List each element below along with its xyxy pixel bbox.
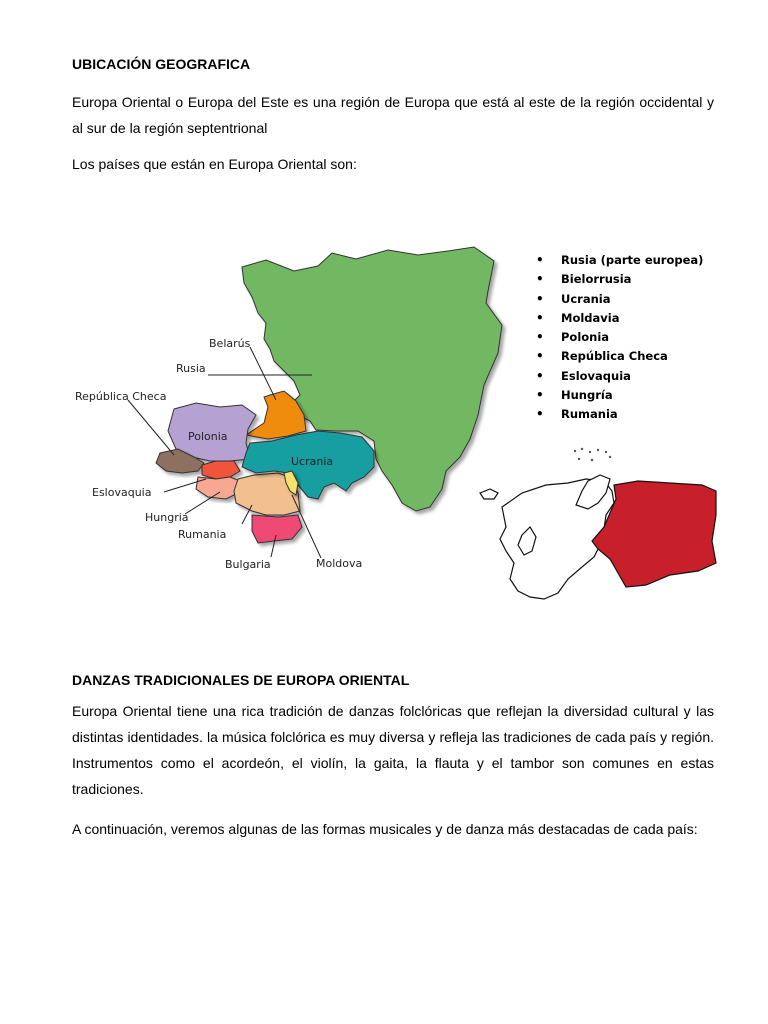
list-item: • Hungría [535,386,703,405]
label-polonia: Polonia [188,430,228,443]
slovakia-region [202,461,240,479]
list-item: • Rumania [535,405,703,424]
list-item: • Ucrania [535,290,703,309]
list-item: • Bielorrusia [535,270,703,289]
continuacion-paragraph: A continuación, veremos algunas de las formas musicales y de danza más destacadas de cada país: [72,821,698,837]
label-eslovaquia: Eslovaquia [92,486,152,499]
danzas-paragraph: Europa Oriental tiene una rica tradición de danzas folclóricas que reflejan la diversidad cultural y las distintas identidades. la música folclórica es muy diversa y refleja las tradiciones de cada país y región. Instrumentos como el acordeón, el violín, la gaita, la flauta y el tambor son comunes en estas tradiciones. [72,703,714,797]
label-moldova: Moldova [316,557,363,570]
country-list [535,251,703,425]
intro-paragraph: Europa Oriental o Europa del Este es una región de Europa que está al este de la región occidental y al sur de la región septentrional [72,94,714,136]
label-rusia: Rusia [176,362,206,375]
section-heading-ubicacion: UBICACIÓN GEOGRAFICA [72,56,251,72]
list-item: • República Checa [535,347,703,366]
locator-islands [574,448,611,461]
label-belarus: Belarús [209,337,251,350]
label-ucrania: Ucrania [291,455,334,468]
europe-locator-map [480,475,716,599]
list-item: • Moldavia [535,309,703,328]
label-rumania: Rumania [178,528,227,541]
iceland-outline [480,489,498,499]
bulgaria-region [252,515,302,543]
label-hungria: Hungria [145,511,189,524]
section-heading-danzas: DANZAS TRADICIONALES DE EUROPA ORIENTAL [72,672,410,688]
label-republica-checa: República Checa [75,390,167,403]
countries-intro: Los países que están en Europa Oriental son: [72,156,357,172]
list-item: • Rusia (parte europea) [535,251,703,270]
list-item: • Polonia [535,328,703,347]
label-bulgaria: Bulgaria [225,558,271,571]
list-item: • Eslovaquia [535,367,703,386]
